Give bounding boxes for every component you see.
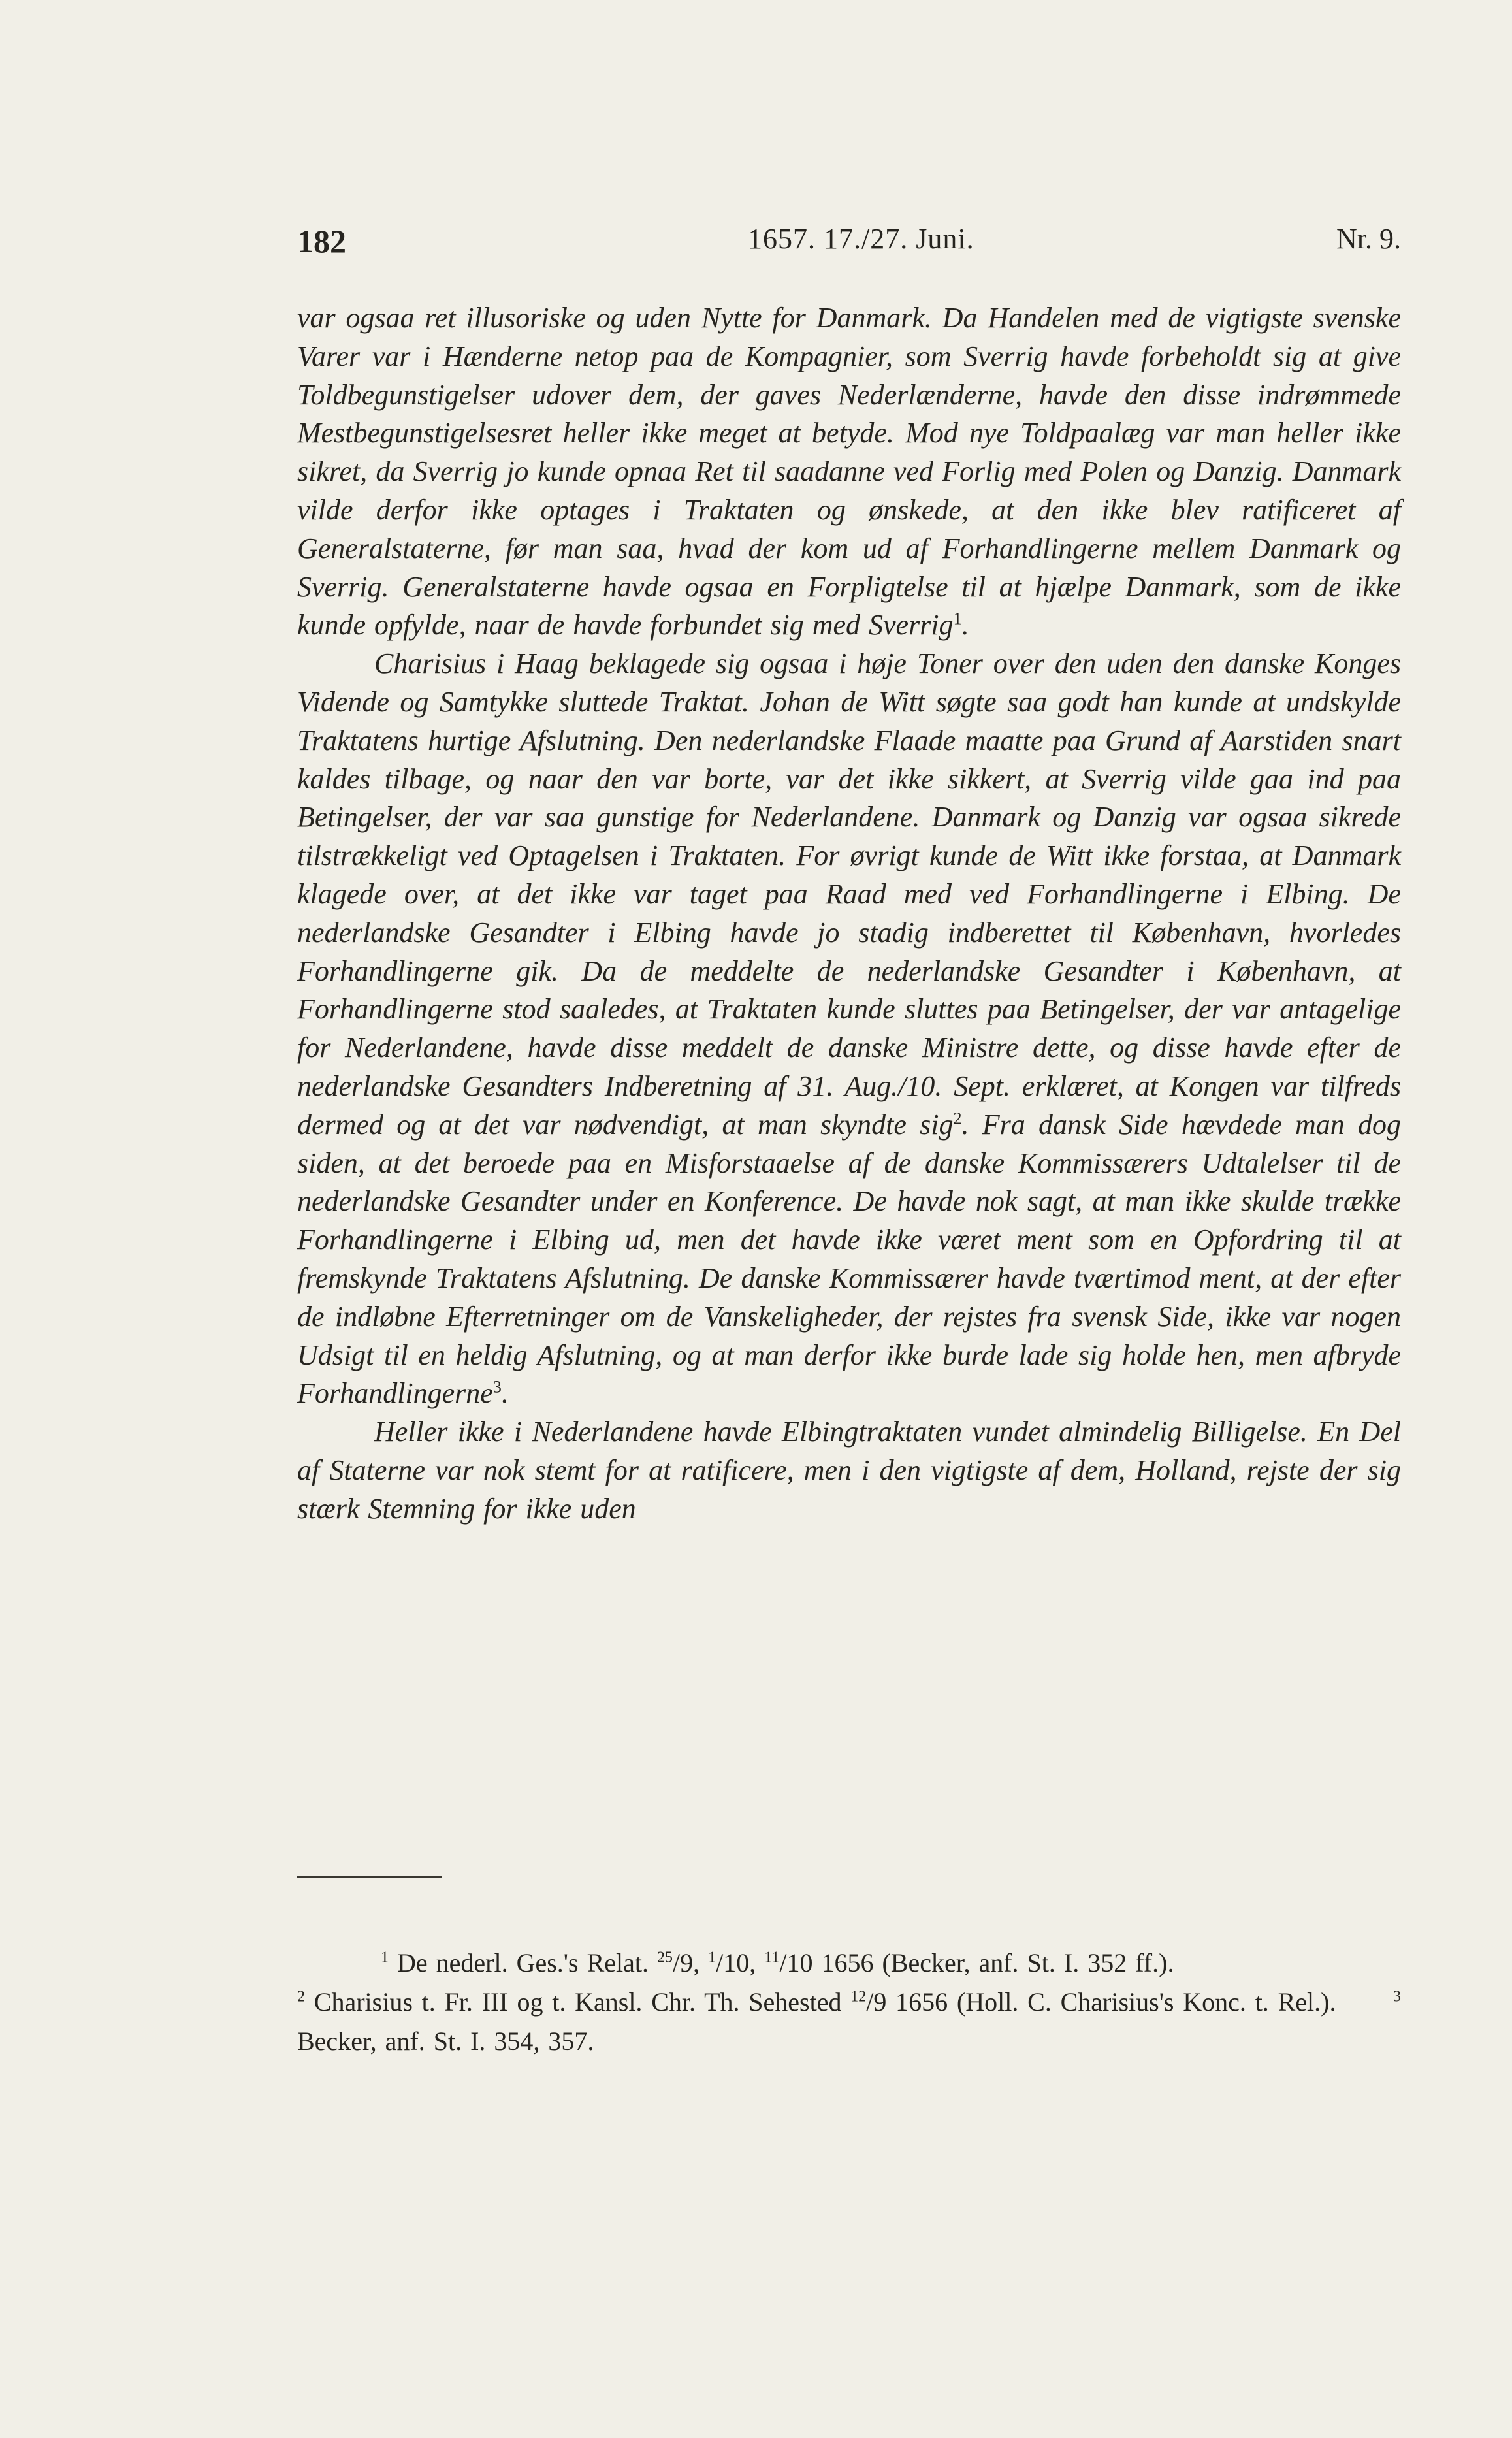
footnote-number: 2 (297, 1988, 305, 2006)
footnote-block: $^1$ De nederl. Ges.'s Relat. $^{25}$/9, $^1$/10, $^{11}$/10 1656 (Becker, anf. St. I. 352 ff.). $^2$ Charisius t. Fr. III og t. Kansl. Chr. Th. Sehested $^{12}$/9 1656 (Holl. C. Charisius's Konc. t. Rel.). $^3$ Becker, anf. St. I. 354, 357. (297, 1948, 1402, 2056)
main-text (297, 299, 1401, 1529)
footnote-divider (297, 1876, 442, 1878)
footnote-number: 1 (381, 1949, 389, 1966)
paragraph-2: Charisius i Haag beklagede sig ogsaa i høje Toner over den uden den danske Konges Vidende og Samtykke sluttede Traktat. Johan de Witt søgte saa godt han kunde at undskylde Traktatens hurtige Afslutning. Den nederlandske Flaade maatte paa Grund af Aarstiden snart kaldes tilbage, og naar den var borte, var det ikke sikkert, at Sverrig vilde gaa ind paa Betingelser, der var saa gunstige for Nederlandene. Danmark og Danzig var ogsaa sikrede tilstrækkeligt ved Optagelsen i Traktaten. For øvrigt kunde de Witt ikke forstaa, at Danmark klagede over, at det ikke var taget paa Raad med ved Forhandlingerne i Elbing. De nederlandske Gesandter i Elbing havde jo stadig indberettet til København, hvorledes Forhandlingerne gik. Da de meddelte de nederlandske Gesandter i København, at Forhandlingerne stod saaledes, at Traktaten kunde sluttes paa Betingelser, der var antagelige for Nederlandene, havde disse meddelt de danske Ministre dette, og disse havde efter de nederlandske Gesandters Indberetning af 31. Aug./10. Sept. erklæret, at Kongen var tilfreds dermed og at det var nødvendigt, at man skyndte sig$^2$. Fra dansk Side hævdede man dog siden, at det beroede paa en Misforstaaelse af de danske Kommissærers Udtalelser til de nederlandske Gesandter under en Konference. De havde nok sagt, at man ikke skulde trække Forhandlingerne i Elbing ud, men det havde ikke været ment som en Opfordring til at fremskynde Traktatens Afslutning. De danske Kommissærer havde tværtimod ment, at der efter de indløbne Efterretninger om de Vanskeligheder, der rejstes fra svensk Side, ikke var nogen Udsigt til en heldig Afslutning, og at man derfor ikke burde lade sig holde hen, men afbryde Forhandlingerne$^3$. (297, 647, 1401, 1410)
footnotes (297, 1943, 1401, 2061)
header-title: 1657. 17./27. Juni. (748, 223, 974, 255)
footnote-ref: 2 (953, 1109, 962, 1128)
running-header (297, 222, 1401, 268)
paragraph-3: Heller ikke i Nederlandene havde Elbingtraktaten vundet almindelig Billigelse. En Del af Staterne var nok stemt for at ratificere, men i den vigtigste af dem, Holland, rejste der sig stærk Stemning for ikke uden (297, 1416, 1401, 1525)
paragraph-1: var ogsaa ret illusoriske og uden Nytte for Danmark. Da Handelen med de vigtigste svenske Varer var i Hænderne netop paa de Kompagnier, som Sverrig havde forbeholdt sig at give Toldbegunstigelser udover dem, der gaves Nederlænderne, havde den disse indrømmede Mestbegunstigelsesret heller ikke meget at betyde. Mod nye Toldpaalæg var man heller ikke sikret, da Sverrig jo kunde opnaa Ret til saadanne ved Forlig med Polen og Danzig. Danmark vilde derfor ikke optages i Traktaten og ønskede, at den ikke blev ratificeret af Generalstaterne, før man saa, hvad der kom ud af Forhandlingerne mellem Danmark og Sverrig. Generalstaterne havde ogsaa en Forpligtelse til at hjælpe Danmark, som de ikke kunde opfylde, naar de havde forbundet sig med Sverrig$^1$. (297, 302, 1401, 642)
page-number: 182 (297, 223, 346, 259)
footnote-ref: 3 (492, 1377, 502, 1397)
footnote-ref: 1 (953, 609, 962, 628)
footnote-number: 3 (1393, 1988, 1402, 2006)
document-number: Nr. 9. (1336, 223, 1401, 255)
